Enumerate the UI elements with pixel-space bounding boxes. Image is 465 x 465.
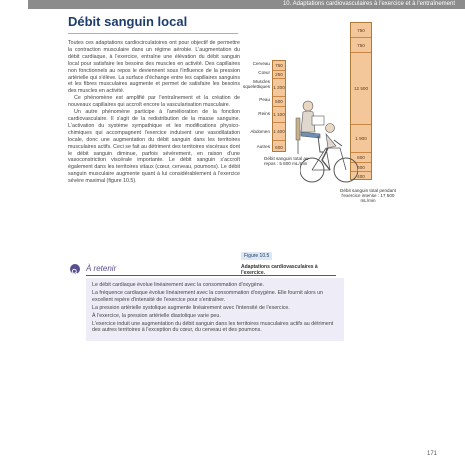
exercise-seg-value: 750: [351, 38, 371, 53]
exercise-seg-value: 600: [351, 153, 371, 163]
rest-seg-value: 1 400: [273, 123, 285, 141]
figure-blood-flow: [240, 20, 460, 240]
organ-label: Muscles squelettiques: [242, 79, 270, 89]
retenir-title: À retenir: [86, 264, 117, 273]
exercise-seg-value: 750: [351, 23, 371, 38]
organ-label: Cerveau: [252, 61, 270, 66]
rest-seg-value: 1 200: [273, 79, 285, 97]
cyclist-icon: [300, 118, 358, 188]
section-title: Débit sanguin local: [68, 14, 188, 29]
organ-label: Autres: [256, 144, 270, 149]
paragraph: Toutes ces adaptations cardiocirculatoires ont pour objectif de permettre la contraction musculaire dans un régime aérobie. L'augmentation du débit cardiaque, à l'exercice, entraîne une élévation du débit sanguin local pour satisfaire les besoins des muscles en activité. Des capillaires non fonctionnels au repos le deviennent sous l'influence de la pression artérielle qui s'élève. La surface d'échange entre les capillaires sanguins et les fibres musculaires augmente et permet de satisfaire les besoins des muscles en activité.: [68, 40, 240, 95]
rest-seg-value: 500: [273, 97, 285, 107]
body-text: [68, 40, 240, 185]
retenir-item: La pression artérielle systolique augmente linéairement avec l'intensité de l'exercice.: [92, 304, 290, 311]
retenir-item: L'exercice induit une augmentation du débit sanguin dans les territoires musculaires actifs au détriment des autres territoires à l'exception du cœur, du cerveau et des poumons.: [92, 320, 334, 334]
rest-seg-value: 600: [275, 144, 283, 150]
rest-column: [272, 60, 286, 152]
retenir-item: À l'exercice, la pression artérielle diastolique varie peu.: [92, 312, 221, 319]
retenir-item: La fréquence cardiaque évolue linéairement avec la consommation d'oxygène. Elle fournit alors un excellent repère d'intensité de l'exercice pour s'entraîner.: [92, 289, 323, 303]
exercise-seg-value: 1 900: [351, 125, 371, 153]
title-underline: [68, 33, 238, 34]
organ-label: Abdomen: [250, 129, 270, 134]
figure-tag: Figure 10.5: [241, 252, 272, 260]
figure-caption: [241, 244, 340, 282]
retenir-box: [86, 278, 344, 341]
retenir-item: Le débit cardiaque évolue linéairement avec la consommation d'oxygène.: [92, 282, 265, 288]
rest-seg-value: 250: [273, 71, 285, 79]
rest-seg-value: 750: [273, 61, 285, 71]
paragraph: Un autre phénomène participe à l'amélioration de la fonction cardiovasculaire. Il s'agit de la redistribution de la masse sanguine. L'activation du système sympathique et les modifications physico-chimiques qui accompagnent l'exercice induisent une vasodilatation locale, donc une augmentation du débit sanguin dans les territoires musculaires actifs. Ceci se fait au détriment des territoires viscéraux dont le débit sanguin diminue, parfois sévèrement, en raison d'une vasoconstriction viscérale importante. Le débit sanguin s'accroît également dans les territoires vitaux (cœur, cerveau, poumons). Le débit sanguin musculaire augmente quant à lui considérablement à l'exercice sévère maximal (figure 10.5).: [68, 109, 240, 185]
magnifier-icon: [70, 264, 80, 274]
rest-seg-value: 1 100: [273, 107, 285, 123]
paragraph: Ce phénomène est amplifié par l'entraînement et la création de nouveaux capillaires qui accroît encore la vascularisation musculaire.: [68, 95, 240, 109]
page-number: 171: [426, 451, 437, 457]
organ-label: Reins: [258, 111, 270, 116]
organ-label: Peau: [259, 97, 270, 102]
exercise-seg-value: 12 500: [351, 53, 371, 125]
running-header: 10. Adaptations cardiovasculaires à l'exercice et à l'entraînement: [28, 0, 465, 9]
exercise-seg-value: 600: [351, 163, 371, 172]
exercise-total-label: Débit sanguin total pendant l'exercice intense : 17 500 mL/min: [340, 188, 396, 204]
exercise-seg-value: 400: [357, 174, 365, 179]
figure-title: Adaptations cardiovasculaires à l'exercice.: [241, 264, 318, 276]
retenir-rule: [86, 275, 336, 276]
organ-label: Cœur: [258, 70, 270, 75]
rest-total-label: Débit sanguin total au repos : 5 800 mL/min: [264, 156, 309, 167]
